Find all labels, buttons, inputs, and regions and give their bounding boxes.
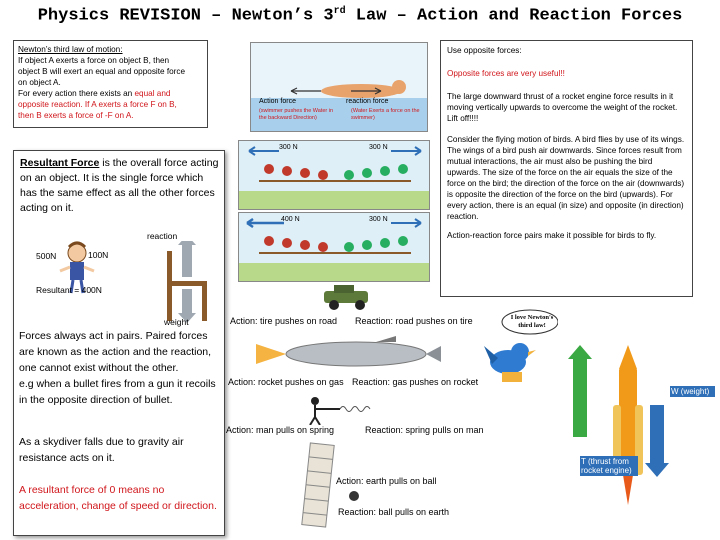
tug-of-war-top: [238, 140, 430, 210]
bird-text: Consider the flying motion of birds. A bird flies by use of its wings. The wings of a bird push air downwards. Since forces result from mutual interactions, the air must also be pushing the bird upwards. The size of the force on the air equals the size of the force on the bird; the direction of the force on the air (downwards) is opposite the direction of the force on the bird (upwards). For every action, there is an equal (in size) and opposite (in direction) reaction.: [447, 135, 685, 221]
missile-icon: [236, 332, 476, 376]
rocket-diagram: [565, 345, 695, 535]
spring-action-label: Action: man pulls on spring: [226, 425, 335, 435]
swimmer-action-label: Action force: [259, 98, 296, 105]
leaning-tower-icon: [298, 440, 338, 530]
resultant-force-box: [13, 150, 225, 536]
tug-of-war-bottom-illustration: [239, 213, 430, 282]
bullet-example: e.g when a bullet fires from a gun it recoils in the opposite direction of bullet.: [19, 378, 216, 406]
tire-action-label: Action: tire pushes on road: [230, 316, 338, 326]
weight-arrow-label: W (weight): [670, 386, 715, 397]
tug-of-war-top-illustration: [239, 141, 430, 210]
swimmer-reaction-caption: (Water Exerts a force on the swimmer): [351, 108, 420, 121]
newtons-law-box: Newton’s third law of motion: If object A exerts a force on object B, then object B will exert an equal and opposite force on object A. For every action there exists an equal and opposite reaction. If A exerts a force F on B, then B exerts a force of -F on A.: [13, 40, 208, 128]
right-text-box: [440, 40, 693, 297]
rocket-action-label: Action: rocket pushes on gas: [228, 377, 344, 387]
resultant-label: Resultant = 400N: [36, 285, 102, 295]
spring-reaction-label: Reaction: spring pulls on man: [365, 425, 484, 435]
tug-bottom-right-force: 300 N: [369, 216, 388, 223]
thrust-arrow-label: T (thrust from rocket engine): [580, 456, 638, 476]
reaction-label: reaction: [147, 231, 178, 241]
zero-resultant-note: A resultant force of 0 means no acceleration, change of speed or direction.: [19, 484, 217, 512]
swimmer-action-caption: (swimmer pushes the Water in the backward Direction): [259, 108, 334, 121]
weight-label: weight: [164, 317, 189, 327]
tug-top-left-force: 300 N: [279, 144, 298, 151]
use-opposite-forces: Use opposite forces:: [447, 46, 522, 55]
bird-speech-bubble: I love Newton's third law!: [510, 314, 554, 329]
rocket-text: The large downward thrust of a rocket engine force results in it moving vertically upwards to overcome the weight of the rocket. Lift off!!!!: [447, 92, 678, 123]
tire-reaction-label: Reaction: road pushes on tire: [355, 316, 473, 326]
earth-action-label: Action: earth pulls on ball: [336, 476, 437, 486]
rocket-reaction-label: Reaction: gas pushes on rocket: [352, 377, 479, 387]
useful-note: Opposite forces are very useful!!: [447, 69, 565, 78]
resultant-force-text: Resultant Force is the overall force acting on an object. It is the single force which has the same effect as all the other forces acting on it.: [20, 157, 219, 214]
forces-pairs-paragraph: Forces always act in pairs. Paired forces are known as the action and the reaction, one cannot exist without the other.: [19, 330, 212, 374]
tug-bottom-left-force: 400 N: [281, 216, 300, 223]
swimmer-reaction-label: reaction force: [346, 98, 389, 105]
left-force-label: 500N: [36, 251, 57, 261]
skydiver-example: As a skydiver falls due to gravity air resistance acts on it.: [19, 436, 184, 464]
man-spring-icon: [300, 395, 400, 425]
earth-reaction-label: Reaction: ball pulls on earth: [338, 507, 450, 517]
swimmer-diagram: [250, 42, 428, 132]
newtons-law-heading: Newton’s third law of motion:: [18, 45, 123, 54]
tug-of-war-bottom: [238, 212, 430, 282]
jeep-icon: [320, 283, 376, 311]
page-title: Physics REVISION – Newton’s 3rd Law – Action and Reaction Forces: [37, 6, 683, 26]
pairs-text: Action-reaction force pairs make it possible for birds to fly.: [447, 231, 657, 240]
tug-top-right-force: 300 N: [369, 144, 388, 151]
right-force-label: 100N: [88, 250, 109, 260]
